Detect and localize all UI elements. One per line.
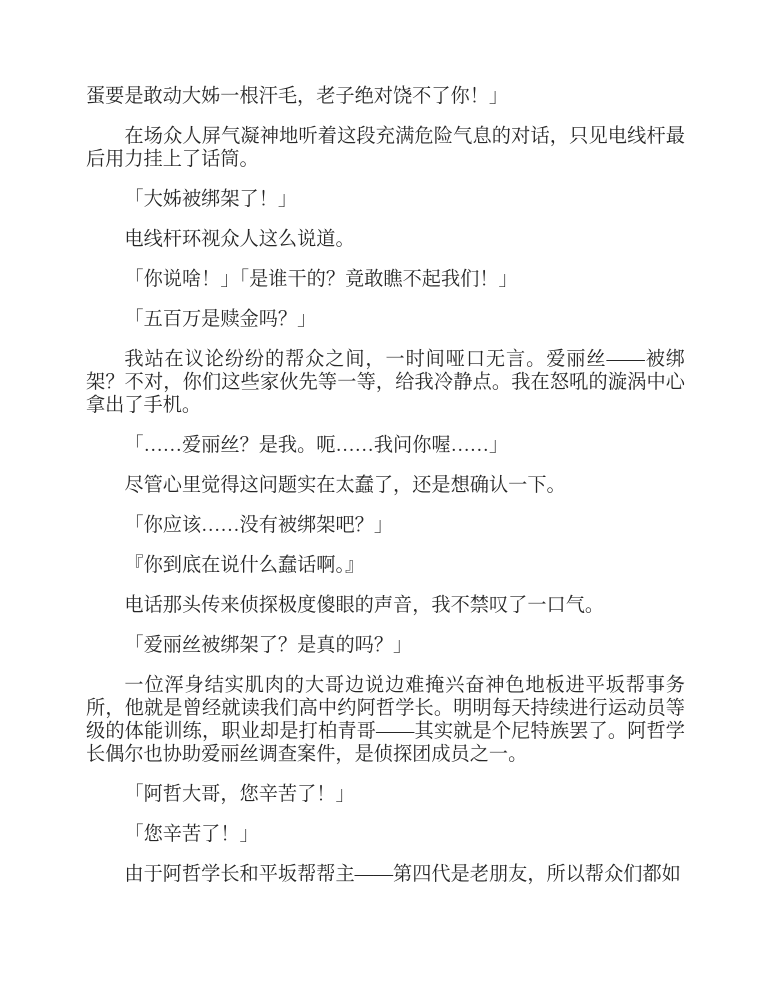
paragraph: 「您辛苦了！」	[124, 824, 259, 845]
paragraph: 「……爱丽丝？是我。呃……我问你喔……」	[124, 435, 509, 456]
paragraph: 一位浑身结实肌肉的大哥边说边难掩兴奋神色地板进平坂帮事务所，他就是曾经就读我们高中约阿哲学长。明明每天持续进行运动员等级的体能训练，职业却是打柏青哥——其实就是个尼特族罢了。阿哲学长偶尔也协助爱丽丝调查案件，是侦探团成员之一。	[86, 675, 685, 765]
paragraph: 蛋要是敢动大姊一根汗毛，老子绝对饶不了你！」	[86, 86, 509, 107]
paragraph: 「你说啥！」「是谁干的？竟敢瞧不起我们！」	[124, 269, 518, 290]
paragraph: 电话那头传来侦探极度傻眼的声音，我不禁叹了一口气。	[124, 595, 605, 616]
paragraph: 由于阿哲学长和平坂帮帮主——第四代是老朋友，所以帮众们都如	[124, 864, 681, 885]
paragraph: 「你应该……没有被绑架吧？」	[124, 515, 394, 536]
paragraph: 电线杆环视众人这么说道。	[124, 229, 355, 250]
paragraph: 「五百万是赎金吗？」	[124, 309, 317, 330]
paragraph: 「大姊被绑架了！」	[124, 189, 298, 210]
paragraph: 「阿哲大哥，您辛苦了！」	[124, 784, 355, 805]
paragraph: 「爱丽丝被绑架了？是真的吗？」	[124, 635, 413, 656]
paragraph: 『你到底在说什么蠢话啊。』	[124, 555, 365, 576]
text-body	[86, 85, 685, 886]
paragraph: 我站在议论纷纷的帮众之间，一时间哑口无言。爱丽丝——被绑架？不对，你们这些家伙先等一等，给我冷静点。我在怒吼的漩涡中心拿出了手机。	[86, 349, 685, 416]
paragraph: 尽管心里觉得这问题实在太蠢了，还是想确认一下。	[124, 475, 566, 496]
paragraph: 在场众人屏气凝神地听着这段充满危险气息的对话，只见电线杆最后用力挂上了话筒。	[86, 126, 685, 170]
